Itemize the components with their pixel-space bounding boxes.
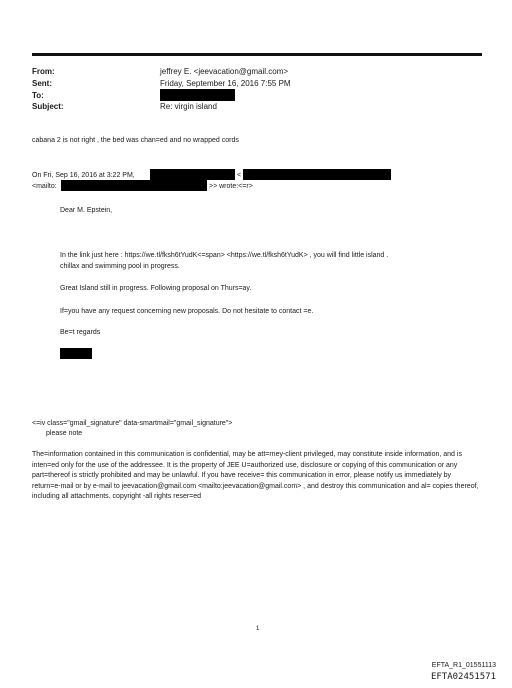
quote-mailto: <mailto:	[32, 183, 57, 190]
great-island-line: Great Island still in progress. Following proposal on Thurs=ay.	[60, 285, 252, 292]
redaction-quote-email	[243, 169, 391, 180]
quote-lt: <	[237, 172, 242, 179]
link-line-2: chillax and swimming pool in progress.	[60, 263, 180, 270]
sent-label: Sent:	[32, 79, 52, 88]
regards-line: Be=t regards	[60, 329, 101, 336]
signature-div-line: <=iv class="gmail_signature" data-smartmail="gmail_signature">	[32, 420, 233, 427]
please-note-line: please note	[46, 430, 83, 437]
footer-ref-large: EFTA02451571	[430, 672, 496, 682]
header-rule	[32, 53, 482, 56]
quote-on-line: On Fri, Sep 16, 2016 at 3:22 PM,	[32, 172, 135, 179]
to-label: To:	[32, 91, 44, 100]
subject-label: Subject:	[32, 102, 64, 111]
request-line: If=you have any request concerning new proposals. Do not hesitate to contact =e.	[60, 308, 314, 315]
sent-value: Friday, September 16, 2016 7:55 PM	[160, 79, 291, 88]
from-value: jeffrey E. <jeevacation@gmail.com>	[160, 67, 289, 76]
link-line-1: In the link just here : https://we.tl/fksh6tYudK<=span> <https://we.tl/fksh6tYudK> , you will find little island .	[60, 252, 389, 259]
from-label: From:	[32, 67, 55, 76]
redaction-signature	[60, 348, 92, 359]
redaction-mailto	[61, 180, 207, 191]
greeting: Dear M. Epstein,	[60, 207, 113, 214]
reply-line: cabana 2 is not right , the bed was chan=ed and no wrapped cords	[32, 137, 239, 144]
redaction-to	[160, 89, 235, 101]
quote-wrote: >> wrote:<=r>	[209, 183, 253, 190]
page-number: 1	[256, 626, 260, 632]
footer-ref-small: EFTA_R1_01551113	[431, 662, 496, 669]
subject-value: Re: virgin island	[160, 102, 217, 111]
redaction-quote-name	[150, 169, 235, 180]
disclaimer-paragraph: The=information contained in this communication is confidential, may be att=rney-client privileged, may constitute inside information, and is inten=ed only for the use of the addressee. It is the property of JEE U=authorized use, disclosure or copying of this communication or any part=thereof is strictly prohibited and may be unlawful. If you have receive= this communication in error, please notify us immediately by return=e-mail or by e-mail to jeevacation@gmail.com <mailto:jeevacation@gmail.com> , and destroy this communication and al= copies thereof, including all attachments. copyright -all rights reser=ed	[32, 451, 479, 500]
